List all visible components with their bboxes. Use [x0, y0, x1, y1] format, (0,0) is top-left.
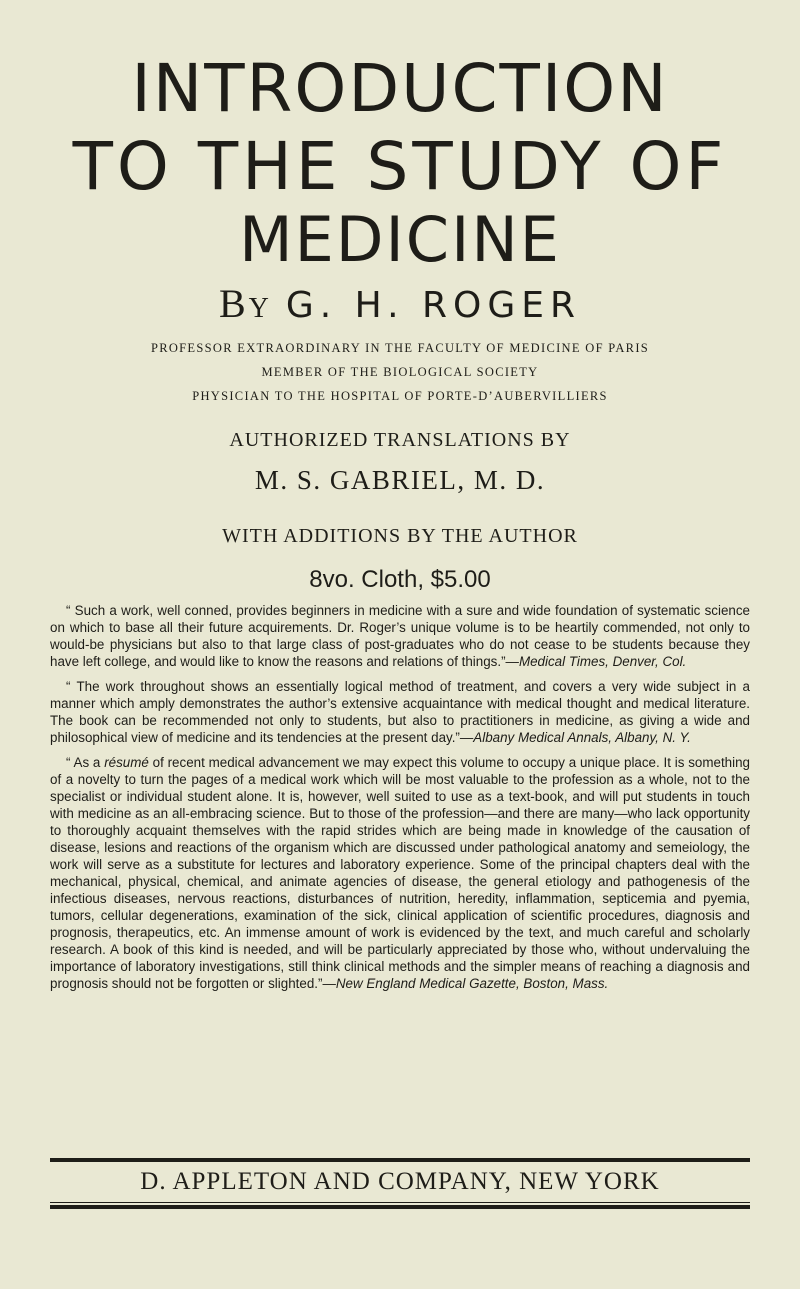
- review-text-lead: “ As a: [66, 755, 105, 770]
- review-source: Medical Times, Denver, Col.: [518, 654, 687, 669]
- price-line: 8vo. Cloth, $5.00: [309, 566, 491, 593]
- affiliation-line: PHYSICIAN TO THE HOSPITAL OF PORTE-D’AUBERVILLIERS: [192, 389, 608, 403]
- reviews-section: [50, 602, 750, 1000]
- bottom-rule-thin: [50, 1202, 750, 1203]
- publisher-line: D. APPLETON AND COMPANY, NEW YORK: [140, 1168, 660, 1195]
- title-line-2: TO THE STUDY OF: [72, 128, 728, 205]
- review-quote: [50, 678, 750, 746]
- title-line-1: INTRODUCTION: [131, 50, 669, 127]
- author-affiliations: [0, 336, 800, 408]
- affiliation-line: MEMBER OF THE BIOLOGICAL SOCIETY: [261, 365, 539, 379]
- translator-name: M. S. GABRIEL, M. D.: [254, 465, 546, 495]
- top-rule: [50, 1158, 750, 1162]
- bottom-rule-thick: [50, 1205, 750, 1209]
- title-line-3: MEDICINE: [239, 203, 561, 276]
- additions-note: WITH ADDITIONS BY THE AUTHOR: [222, 525, 578, 547]
- review-quote: [50, 754, 750, 992]
- author-name: G. H. ROGER: [285, 285, 582, 326]
- author-byline: [0, 280, 800, 330]
- review-source: New England Medical Gazette, Boston, Mass.: [335, 976, 609, 991]
- review-text: “ Such a work, well conned, provides beginners in medicine with a sure and wide foundation of systematic science on which to base all their future acquirements. Dr. Roger’s unique volume is to be heartily commended, not only to would-be physicians but also to that large class of post-graduates who do not cease to be students because they have left college, and would like to know the reasons and relations of things.”—: [50, 603, 750, 669]
- translation-label: AUTHORIZED TRANSLATIONS BY: [229, 429, 571, 451]
- review-source: Albany Medical Annals, Albany, N. Y.: [473, 730, 691, 745]
- affiliation-line: PROFESSOR EXTRAORDINARY IN THE FACULTY OF MEDICINE OF PARIS: [150, 341, 650, 355]
- review-text: of recent medical advancement we may expect this volume to occupy a unique place. It is something of a novelty to turn the pages of a medical work which will be most valuable to the profession as a whole, not to the specialist or individual student alone. It is, however, well suited to use as a text-book, and will put students in touch with medicine as an all-embracing science. But to those of the profession—and there are many—who lack opportunity to thoroughly acquaint themselves with the rapid strides which are being made in knowledge of the causation of disease, lesions and reactions of the organism which are discussed under pathological anatomy and semeiology, the work will serve as a substitute for lectures and laboratory experience. Some of the principal chapters deal with the mechanical, physical, chemical, and animate agencies of disease, the general etiology and pathogenesis of the infectious diseases, nervous reactions, disturbances of nutrition, heredity, inflammation, septicemia and pyemia, tumors, cellular degenerations, examination of the sick, clinical application of scientific procedures, diagnosis and prognosis, therapeutics, etc. An immense amount of work is evidenced by the text, and much careful and scholarly research. A book of this kind is needed, and will be particularly appreciated by those who, without undervaluing the importance of laboratory investigations, still think clinical methods and the simpler means of reaching a diagnosis and prognosis should not be forgotten or slighted.”—: [50, 755, 750, 991]
- by-label: By: [218, 281, 272, 326]
- review-quote: [50, 602, 750, 670]
- review-text: “ The work throughout shows an essentially logical method of treatment, and covers a very wide subject in a manner which amply demonstrates the author’s extensive acquaintance with medical thought and medical literature. The book can be recommended not only to students, but also to practitioners in medicine, as giving a wide and philosophical view of medicine and its tendencies at the present day.”—: [50, 679, 750, 745]
- review-italic-word: résumé: [104, 755, 149, 770]
